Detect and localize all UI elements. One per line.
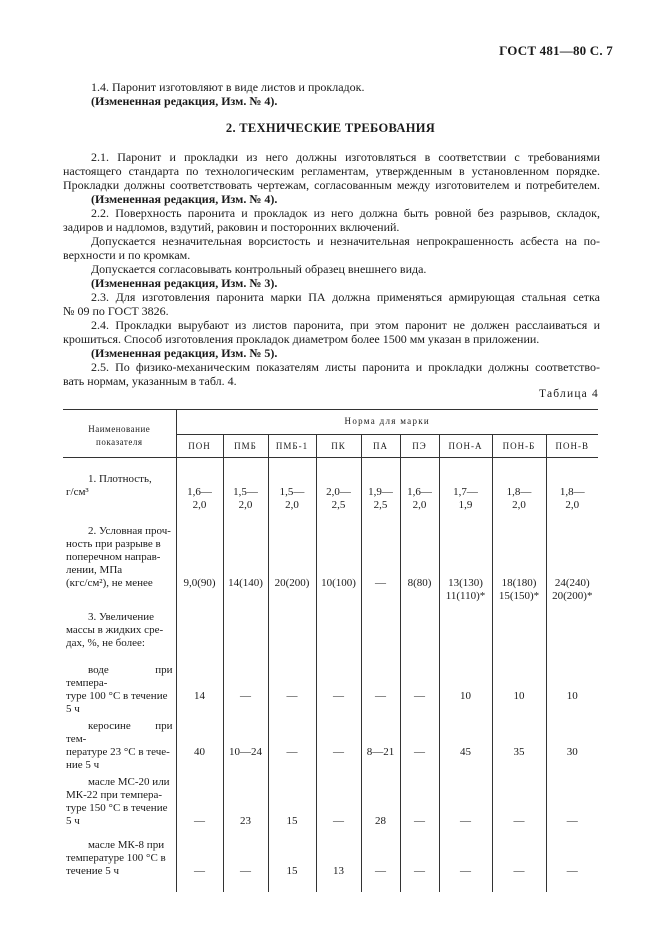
page-header: ГОСТ 481—80 С. 7 (499, 43, 613, 58)
value-cell (316, 603, 361, 659)
para-2-3-line-1: 2.3. Для изготовления паронита марки ПА должна применяться армирующая стальная сетка (91, 290, 600, 304)
value-line: 1,6— (407, 486, 432, 498)
row-label-line: керосине при тем- (66, 720, 173, 745)
value-line: 30 (566, 746, 578, 758)
value-line: — (333, 815, 344, 827)
row-label-line: 2. Условная проч- (88, 525, 171, 537)
value-line: 28 (375, 815, 386, 827)
value-line: — (333, 690, 344, 702)
value-cell (400, 603, 439, 659)
value-line: 8(80) (407, 577, 432, 589)
value-cell (400, 517, 439, 603)
column-header-grade: ПМБ-1 (268, 435, 316, 458)
row-label-line: 5 ч (66, 815, 80, 827)
value-line: 8—21 (366, 746, 395, 758)
value-cell (361, 458, 400, 518)
row-label (63, 659, 176, 716)
row-label-line: туре 100 °С в течение (66, 690, 168, 702)
value-cell (316, 659, 361, 716)
value-cell (492, 458, 546, 518)
para-2-5-line-1: 2.5. По физико-механическим показателям листы паронита и прокладки должны соответство- (91, 360, 600, 374)
edition-note: (Измененная редакция, Изм. № 4). (91, 192, 278, 206)
value-cell (268, 458, 316, 518)
value-line: 45 (460, 746, 471, 758)
value-line: — (414, 690, 425, 702)
para-2-4-line-1: 2.4. Прокладки вырубают из листов паронита, при этом паронит не должен расслаиваться и (91, 318, 600, 332)
row-label-line: 1. Плотность, (88, 473, 152, 485)
value-cell (492, 517, 546, 603)
para-2-3-line-2: № 09 по ГОСТ 3826. (63, 304, 169, 318)
row-label-line: дах, %, не более: (66, 637, 145, 649)
row-label-line: 3. Увеличение (88, 611, 155, 623)
norms-table (63, 409, 598, 892)
value-line: 20(200) (274, 577, 310, 589)
value-cell (268, 517, 316, 603)
table-caption: Таблица 4 (539, 388, 599, 400)
value-cell (546, 517, 598, 603)
value-line: 2,0 (412, 499, 427, 511)
column-header-grade: ПА (361, 435, 400, 458)
value-line: 14 (194, 690, 205, 702)
value-line: 40 (194, 746, 205, 758)
para-2-4-line-2: крошиться. Способ изготовления прокладок диаметром более 1500 мм указан в приложении. (63, 332, 540, 346)
row-label (63, 772, 176, 836)
value-cell (400, 458, 439, 518)
row-label-line: масле МС-20 или (88, 776, 170, 788)
row-label-line: воде при темпера- (66, 664, 173, 689)
value-cell (546, 716, 598, 772)
value-line: — (566, 815, 578, 827)
row-label-line: ние 5 ч (66, 759, 100, 771)
row-label-line: (кгс/см²), не менее (66, 577, 153, 589)
value-cell (268, 836, 316, 892)
value-cell (223, 716, 268, 772)
value-line: — (460, 815, 471, 827)
value-line: 15 (286, 865, 298, 877)
value-line: 2,0 (238, 499, 253, 511)
value-line: 18(180) (501, 577, 537, 589)
value-cell (176, 836, 223, 892)
value-line: 15(150)* (498, 590, 540, 602)
value-cell (361, 659, 400, 716)
value-line: — (286, 746, 298, 758)
value-cell (439, 603, 492, 659)
value-line: 14(140) (228, 577, 263, 589)
row-label (63, 836, 176, 892)
value-line: 10 (513, 690, 525, 702)
value-cell (361, 517, 400, 603)
value-cell (492, 716, 546, 772)
value-line: — (375, 690, 386, 702)
column-header-grade: ПОН-В (546, 435, 598, 458)
value-line: 10 (566, 690, 578, 702)
para-2-2-line-5: Допускается согласовывать контрольный образец внешнего вида. (91, 262, 427, 276)
value-cell (546, 772, 598, 836)
para-2-2-line-1: 2.2. Поверхность паронита и прокладок из него должна быть ровной без разрывов, складок, (91, 206, 600, 220)
para-2-5-line-2: вать нормам, указанным в табл. 4. (63, 374, 237, 388)
row-label-line: МК-22 при темпера- (66, 789, 163, 801)
row-label (63, 458, 176, 518)
row-label (63, 517, 176, 603)
value-line: — (375, 577, 386, 589)
value-cell (439, 659, 492, 716)
table-row (63, 517, 598, 603)
value-cell (361, 772, 400, 836)
value-line: 10(100) (321, 577, 356, 589)
column-header-grade: ПОН-Б (492, 435, 546, 458)
value-cell (400, 659, 439, 716)
row-label-line: пературе 23 °С в тече- (66, 746, 170, 758)
value-cell (361, 603, 400, 659)
section-title: 2. ТЕХНИЧЕСКИЕ ТРЕБОВАНИЯ (225, 121, 436, 135)
para-2-2-line-2: задиров и надломов, вздутий, раковин и посторонних включений. (63, 220, 400, 234)
value-cell (439, 772, 492, 836)
value-line: 1,7— (453, 486, 478, 498)
value-cell (176, 772, 223, 836)
value-line: 10—24 (229, 746, 262, 758)
edition-note: (Измененная редакция, Изм. № 3). (91, 276, 278, 290)
para-2-1-line-2: настоящего стандарта по технологическим регламентам, утвержденным в установленном порядке. (63, 164, 600, 178)
row-label-line: течение 5 ч (66, 865, 120, 877)
value-cell (268, 716, 316, 772)
value-cell (316, 517, 361, 603)
column-header-grade: ПОН-А (439, 435, 492, 458)
row-label-line: массы в жидких сре- (66, 624, 164, 636)
value-line: 24(240) (554, 577, 590, 589)
row-label-line: туре 150 °С в течение (66, 802, 168, 814)
value-cell (492, 836, 546, 892)
value-line: — (566, 865, 578, 877)
value-line: 23 (240, 815, 251, 827)
value-cell (176, 659, 223, 716)
value-line: 1,6— (187, 486, 212, 498)
value-cell (546, 458, 598, 518)
value-cell (223, 659, 268, 716)
table-row (63, 772, 598, 836)
value-cell (400, 836, 439, 892)
value-cell (223, 772, 268, 836)
value-line: 10 (460, 690, 471, 702)
value-line: — (513, 865, 525, 877)
value-line: 9,0(90) (183, 577, 216, 589)
column-header-name: Наименование показателя (63, 409, 176, 458)
value-cell (176, 458, 223, 518)
value-cell (361, 836, 400, 892)
value-cell (316, 458, 361, 518)
value-cell (439, 517, 492, 603)
value-line: 2,0 (285, 499, 299, 511)
value-line: 2,5 (331, 499, 346, 511)
value-cell (268, 772, 316, 836)
value-line: — (414, 865, 425, 877)
value-line: 1,9 (458, 499, 473, 511)
value-cell (316, 836, 361, 892)
value-line: 1,5— (279, 486, 305, 498)
para-2-1-line-1: 2.1. Паронит и прокладки из него должны изготовляться в соответствии с требованиями (91, 150, 600, 164)
value-cell (176, 517, 223, 603)
value-cell (223, 517, 268, 603)
value-cell (492, 659, 546, 716)
para-2-2-line-3: Допускается незначительная ворсистость и незначительная непрокрашенность асбеста на по- (91, 234, 600, 248)
value-cell (546, 659, 598, 716)
value-cell (546, 836, 598, 892)
edition-note: (Измененная редакция, Изм. № 4). (91, 94, 278, 108)
value-line: — (460, 865, 471, 877)
value-cell (176, 716, 223, 772)
value-line: 1,9— (368, 486, 393, 498)
value-cell (546, 603, 598, 659)
table-row (63, 716, 598, 772)
value-line: — (194, 865, 205, 877)
value-cell (439, 716, 492, 772)
row-label-line: поперечном направ- (66, 551, 161, 563)
value-cell (439, 458, 492, 518)
value-cell (223, 836, 268, 892)
column-header-grade: ПК (316, 435, 361, 458)
table-row (63, 659, 598, 716)
para-1-4: 1.4. Паронит изготовляют в виде листов и прокладок. (91, 80, 365, 94)
value-cell (268, 603, 316, 659)
row-label-line: 5 ч (66, 703, 80, 715)
column-header-norm: Норма для марки (176, 409, 598, 435)
column-header-grade: ПОН (176, 435, 223, 458)
value-cell (439, 836, 492, 892)
table-row (63, 836, 598, 892)
value-line: 2,5 (373, 499, 388, 511)
value-line: — (240, 865, 251, 877)
value-cell (400, 716, 439, 772)
value-line: 1,8— (559, 486, 585, 498)
row-label-line: температуре 100 °С в (66, 852, 166, 864)
para-2-2-line-4: верхности и по кромкам. (63, 248, 191, 262)
row-label (63, 716, 176, 772)
value-cell (316, 772, 361, 836)
column-header-grade: ПЭ (400, 435, 439, 458)
value-line: — (414, 815, 425, 827)
row-label-line: г/см³ (66, 486, 89, 498)
value-cell (316, 716, 361, 772)
value-line: 15 (286, 815, 298, 827)
value-cell (223, 603, 268, 659)
value-cell (492, 603, 546, 659)
value-cell (400, 772, 439, 836)
value-line: 11(110)* (445, 590, 486, 602)
value-cell (176, 603, 223, 659)
edition-note: (Измененная редакция, Изм. № 5). (91, 346, 278, 360)
value-line: — (240, 690, 251, 702)
value-line: 2,0 (565, 499, 580, 511)
value-cell (223, 458, 268, 518)
value-line: 13(130) (448, 577, 483, 589)
value-line: — (513, 815, 525, 827)
row-label-line: ность при разрыве в (66, 538, 161, 550)
value-cell (361, 716, 400, 772)
value-line: — (375, 865, 386, 877)
value-line: 1,8— (506, 486, 532, 498)
value-cell (268, 659, 316, 716)
column-header-grade: ПМБ (223, 435, 268, 458)
value-line: — (414, 746, 425, 758)
value-line: — (194, 815, 205, 827)
row-label-line: лении, МПа (66, 564, 123, 576)
value-line: 35 (513, 746, 525, 758)
row-label (63, 603, 176, 659)
value-line: — (286, 690, 298, 702)
value-line: 13 (333, 865, 344, 877)
value-line: 20(200)* (552, 590, 593, 602)
table-row (63, 603, 598, 659)
row-label-line: масле МК-8 при (88, 839, 165, 851)
value-line: 2,0 (192, 499, 207, 511)
table-row (63, 458, 598, 518)
value-cell (492, 772, 546, 836)
para-2-1-line-3: Прокладки должны соответствовать чертежам, согласованным между изготовителем и потребителем. (63, 178, 600, 192)
value-line: 2,0 (512, 499, 526, 511)
value-line: 1,5— (233, 486, 258, 498)
value-line: 2,0— (326, 486, 351, 498)
value-line: — (333, 746, 344, 758)
